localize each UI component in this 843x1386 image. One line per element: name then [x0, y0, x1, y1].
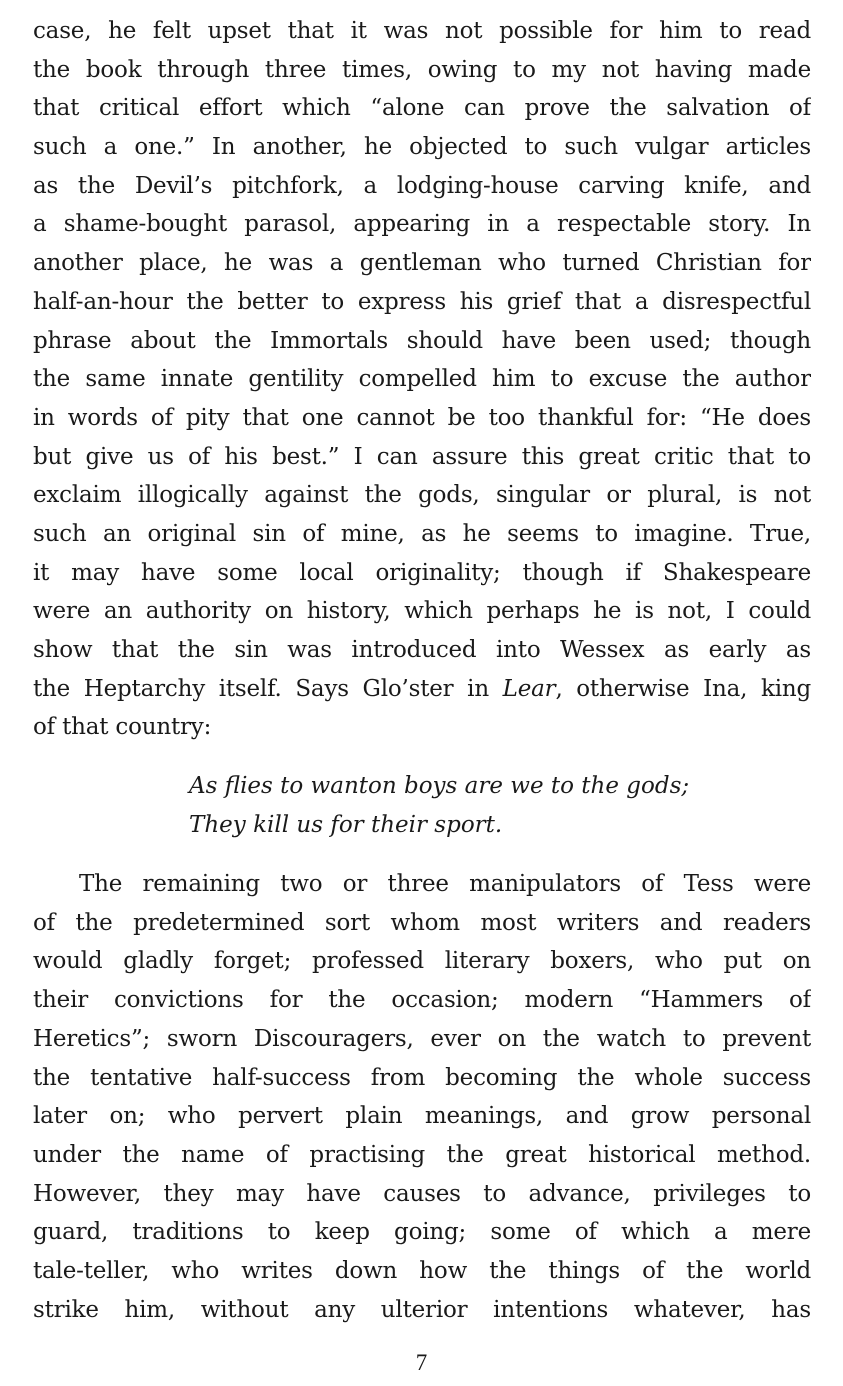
- text-line: Heretics”; sworn Discouragers, ever on the watch to prevent: [33, 1025, 811, 1052]
- text-line: a shame-bought parasol, appearing in a respectable story. In: [33, 211, 811, 238]
- book-title-lear: Lear: [502, 675, 556, 702]
- text-line: the tentative half-success from becoming the whole success: [33, 1064, 811, 1091]
- text-line: that critical effort which “alone can prove the salvation of: [33, 95, 811, 122]
- paragraph-2: [33, 865, 811, 1329]
- text-fragment: , otherwise Ina, king: [555, 675, 811, 702]
- text-line: but give us of his best.” I can assure this great critic that to: [33, 443, 811, 470]
- text-line-lear: [33, 670, 811, 709]
- text-line: another place, he was a gentleman who turned Christian for: [33, 250, 811, 277]
- page-number: 7: [415, 1350, 428, 1375]
- text-line: such a one.” In another, he objected to such vulgar articles: [33, 134, 811, 161]
- quote-line: They kill us for their sport.: [189, 812, 503, 839]
- text-line: the book through three times, owing to my not having made: [33, 56, 811, 83]
- text-line: exclaim illogically against the gods, singular or plural, is not: [33, 482, 811, 509]
- text-line: case, he felt upset that it was not possible for him to read: [33, 18, 811, 44]
- text-line: The remaining two or three manipulators of Tess were: [79, 871, 811, 898]
- text-line: as the Devil’s pitchfork, a lodging-house carving knife, and: [33, 172, 811, 199]
- text-line: their convictions for the occasion; modern “Hammers of: [33, 987, 811, 1014]
- text-line: later on; who pervert plain meanings, and grow personal: [33, 1103, 811, 1130]
- text-line: under the name of practising the great historical method.: [33, 1141, 811, 1168]
- text-line: of that country:: [33, 714, 212, 741]
- text-line: However, they may have causes to advance, privileges to: [33, 1180, 811, 1207]
- paragraph-1: [33, 12, 811, 747]
- text-fragment: the Heptarchy itself. Says Glo’ster in: [33, 675, 503, 702]
- text-line: of the predetermined sort whom most writers and readers: [33, 909, 811, 936]
- text-line: the same innate gentility compelled him to excuse the author: [33, 366, 811, 393]
- text-line: phrase about the Immortals should have been used; though: [33, 327, 811, 354]
- text-line: were an authority on history, which perhaps he is not, I could: [33, 598, 811, 625]
- quote-line: As flies to wanton boys are we to the gods;: [189, 773, 690, 800]
- page-body: [33, 12, 811, 1329]
- text-line: show that the sin was introduced into Wessex as early as: [33, 637, 811, 663]
- text-line: strike him, without any ulterior intentions whatever, has: [33, 1296, 811, 1323]
- text-line: would gladly forget; professed literary boxers, who put on: [33, 948, 811, 975]
- text-line: in words of pity that one cannot be too thankful for: “He does: [33, 404, 811, 431]
- block-quote: [33, 767, 811, 845]
- text-line: tale-teller, who writes down how the things of the world: [33, 1257, 811, 1284]
- text-line: guard, traditions to keep going; some of which a mere: [33, 1219, 811, 1246]
- text-line: it may have some local originality; though if Shakespeare: [33, 559, 811, 586]
- text-line: such an original sin of mine, as he seems to imagine. True,: [33, 520, 811, 547]
- text-line: half-an-hour the better to express his grief that a disrespectful: [33, 288, 811, 315]
